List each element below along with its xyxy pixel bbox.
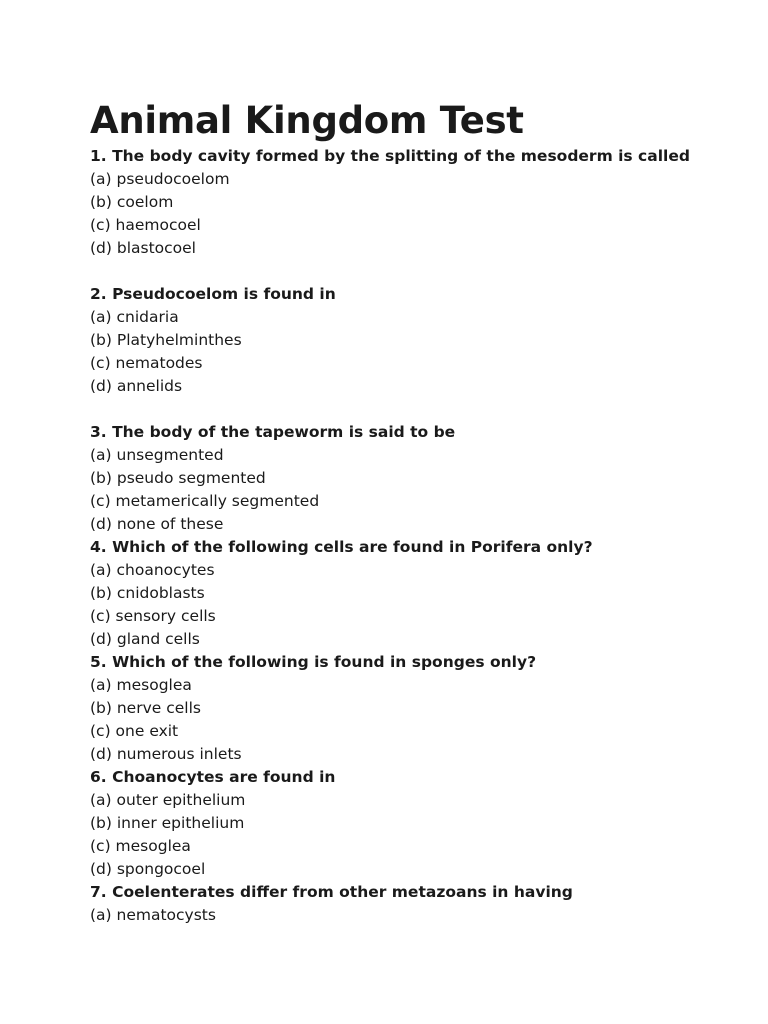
option-b: (b) nerve cells <box>90 699 201 717</box>
question-4 <box>90 536 730 651</box>
option-c: (c) haemocoel <box>90 216 201 234</box>
option-a: (a) outer epithelium <box>90 791 246 809</box>
question-text: 7. Coelenterates differ from other metazoans in having <box>90 883 573 901</box>
document-page <box>90 97 730 927</box>
option-c: (c) mesoglea <box>90 837 191 855</box>
question-text: 6. Choanocytes are found in <box>90 768 336 786</box>
option-a: (a) choanocytes <box>90 561 215 579</box>
question-text: 5. Which of the following is found in sponges only? <box>90 653 537 671</box>
question-2 <box>90 283 730 398</box>
option-d: (d) gland cells <box>90 630 200 648</box>
option-c: (c) nematodes <box>90 354 203 372</box>
option-b: (b) cnidoblasts <box>90 584 205 602</box>
option-d: (d) spongocoel <box>90 860 206 878</box>
question-1 <box>90 145 730 260</box>
option-d: (d) annelids <box>90 377 183 395</box>
option-d: (d) none of these <box>90 515 224 533</box>
option-b: (b) pseudo segmented <box>90 469 266 487</box>
question-text: 4. Which of the following cells are found in Porifera only? <box>90 538 593 556</box>
option-b: (b) coelom <box>90 193 174 211</box>
option-a: (a) cnidaria <box>90 308 179 326</box>
option-a: (a) mesoglea <box>90 676 192 694</box>
question-7 <box>90 881 730 927</box>
option-a: (a) pseudocoelom <box>90 170 230 188</box>
question-text: 3. The body of the tapeworm is said to be <box>90 423 456 441</box>
option-b: (b) inner epithelium <box>90 814 245 832</box>
option-c: (c) metamerically segmented <box>90 492 320 510</box>
option-a: (a) nematocysts <box>90 906 216 924</box>
page-title: Animal Kingdom Test <box>90 99 524 142</box>
option-a: (a) unsegmented <box>90 446 224 464</box>
option-d: (d) blastocoel <box>90 239 196 257</box>
question-text: 1. The body cavity formed by the splitting of the mesoderm is called <box>90 147 690 165</box>
option-c: (c) one exit <box>90 722 179 740</box>
option-b: (b) Platyhelminthes <box>90 331 242 349</box>
question-6 <box>90 766 730 881</box>
question-5 <box>90 651 730 766</box>
option-c: (c) sensory cells <box>90 607 216 625</box>
question-3 <box>90 421 730 536</box>
question-text: 2. Pseudocoelom is found in <box>90 285 336 303</box>
option-d: (d) numerous inlets <box>90 745 242 763</box>
